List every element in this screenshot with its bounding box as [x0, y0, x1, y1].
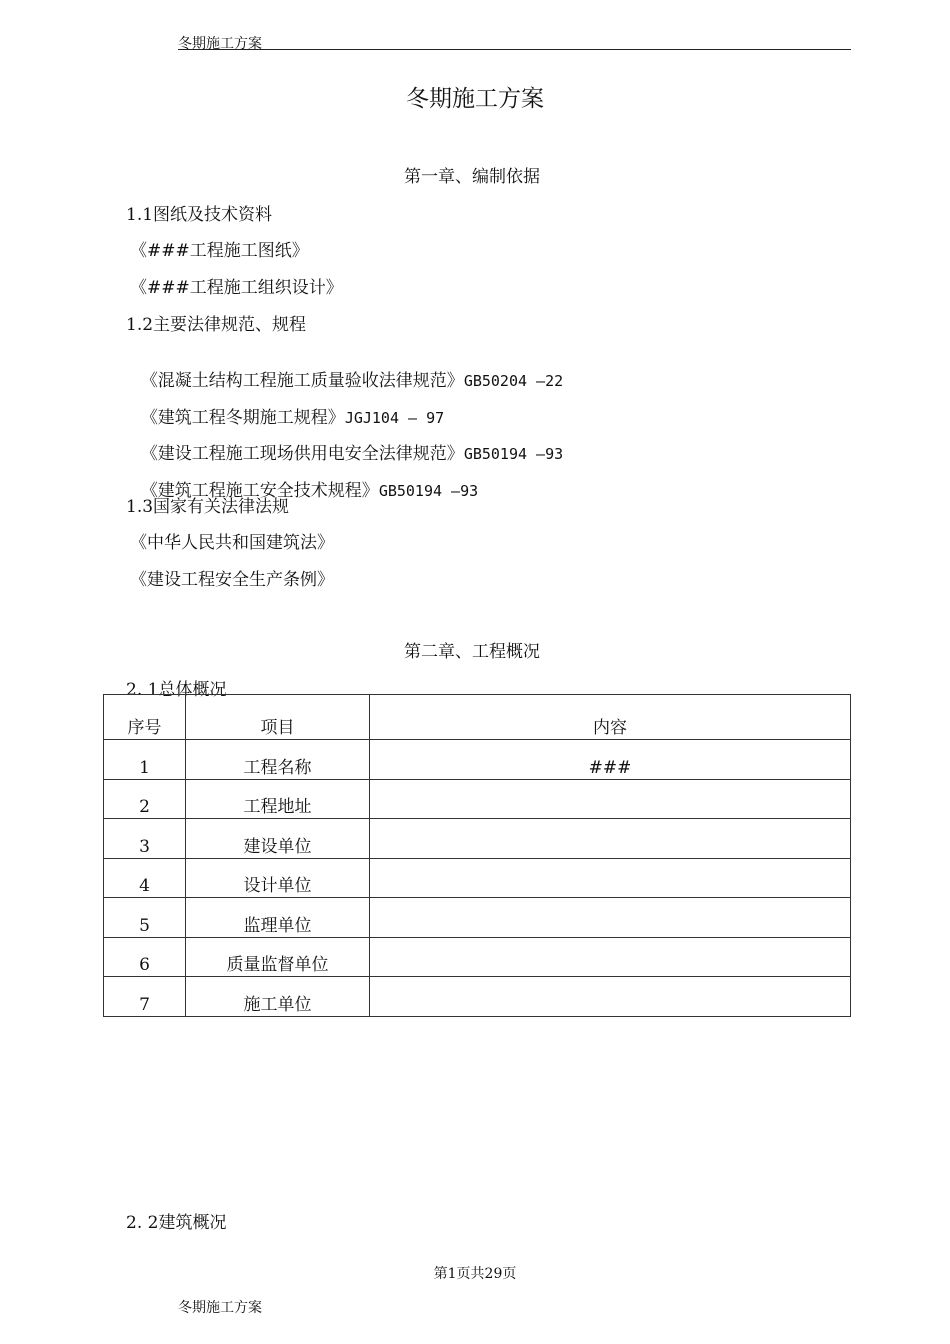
row-no: 5: [104, 898, 186, 938]
page-header-text: 冬期施工方案: [178, 36, 262, 52]
row-content: [370, 819, 851, 859]
table-row: [104, 977, 851, 1017]
section-1-2: 1.2主要法律规范、规程: [126, 315, 307, 335]
row-item: 设计单位: [186, 858, 370, 898]
row-item: 质量监督单位: [186, 937, 370, 977]
row-no: 3: [104, 819, 186, 859]
row-content: [370, 898, 851, 938]
row-no: 2: [104, 779, 186, 819]
row-content: [370, 779, 851, 819]
row-content: [370, 977, 851, 1017]
table-header-row: [104, 695, 851, 740]
reference-6-code: GB50194 —93: [378, 482, 479, 500]
reference-6-name: 《建筑工程施工安全技术规程》: [140, 481, 379, 501]
reference-3-name: 《混凝土结构工程施工质量验收法律规范》: [140, 371, 464, 391]
row-no: 1: [104, 740, 186, 780]
table-row: [104, 898, 851, 938]
document-title: 冬期施工方案: [406, 86, 544, 112]
table-row: [104, 740, 851, 780]
chapter-1-heading: 第一章、编制依据: [404, 167, 540, 187]
row-no: 6: [104, 937, 186, 977]
table-row: [104, 779, 851, 819]
row-content: [370, 937, 851, 977]
table-row: [104, 858, 851, 898]
reference-4-code: JGJ104 — 97: [344, 409, 445, 427]
row-item: 监理单位: [186, 898, 370, 938]
reference-5-name: 《建设工程施工现场供用电安全法律规范》: [140, 444, 464, 464]
reference-5-code: GB50194 —93: [463, 445, 564, 463]
header-divider: [178, 49, 851, 50]
chapter-2-heading: 第二章、工程概况: [404, 642, 540, 662]
table-row: [104, 819, 851, 859]
page-number: 第1页共29页: [433, 1266, 517, 1282]
next-page-header-text: 冬期施工方案: [178, 1300, 262, 1316]
reference-3-code: GB50204 —22: [463, 372, 564, 390]
row-item: 工程名称: [186, 740, 370, 780]
row-item: 工程地址: [186, 779, 370, 819]
section-2-1: 2. 1总体概况: [126, 680, 227, 700]
table-row: [104, 937, 851, 977]
reference-7: 《中华人民共和国建筑法》: [130, 533, 334, 553]
header-content: 内容: [370, 695, 851, 740]
row-item: 施工单位: [186, 977, 370, 1017]
section-1-1: 1.1图纸及技术资料: [126, 205, 273, 225]
row-item: 建设单位: [186, 819, 370, 859]
section-2-2: 2. 2建筑概况: [126, 1213, 227, 1233]
reference-8: 《建设工程安全生产条例》: [130, 570, 334, 590]
reference-1: 《###工程施工图纸》: [130, 241, 309, 261]
row-no: 4: [104, 858, 186, 898]
row-content: ###: [370, 740, 851, 780]
section-1-3: 1.3国家有关法律法规: [126, 497, 290, 517]
reference-2: 《###工程施工组织设计》: [130, 278, 343, 298]
row-content: [370, 858, 851, 898]
project-overview-table: [103, 694, 851, 1017]
header-item: 项目: [186, 695, 370, 740]
reference-4-name: 《建筑工程冬期施工规程》: [140, 408, 345, 428]
header-no: 序号: [104, 695, 186, 740]
row-no: 7: [104, 977, 186, 1017]
